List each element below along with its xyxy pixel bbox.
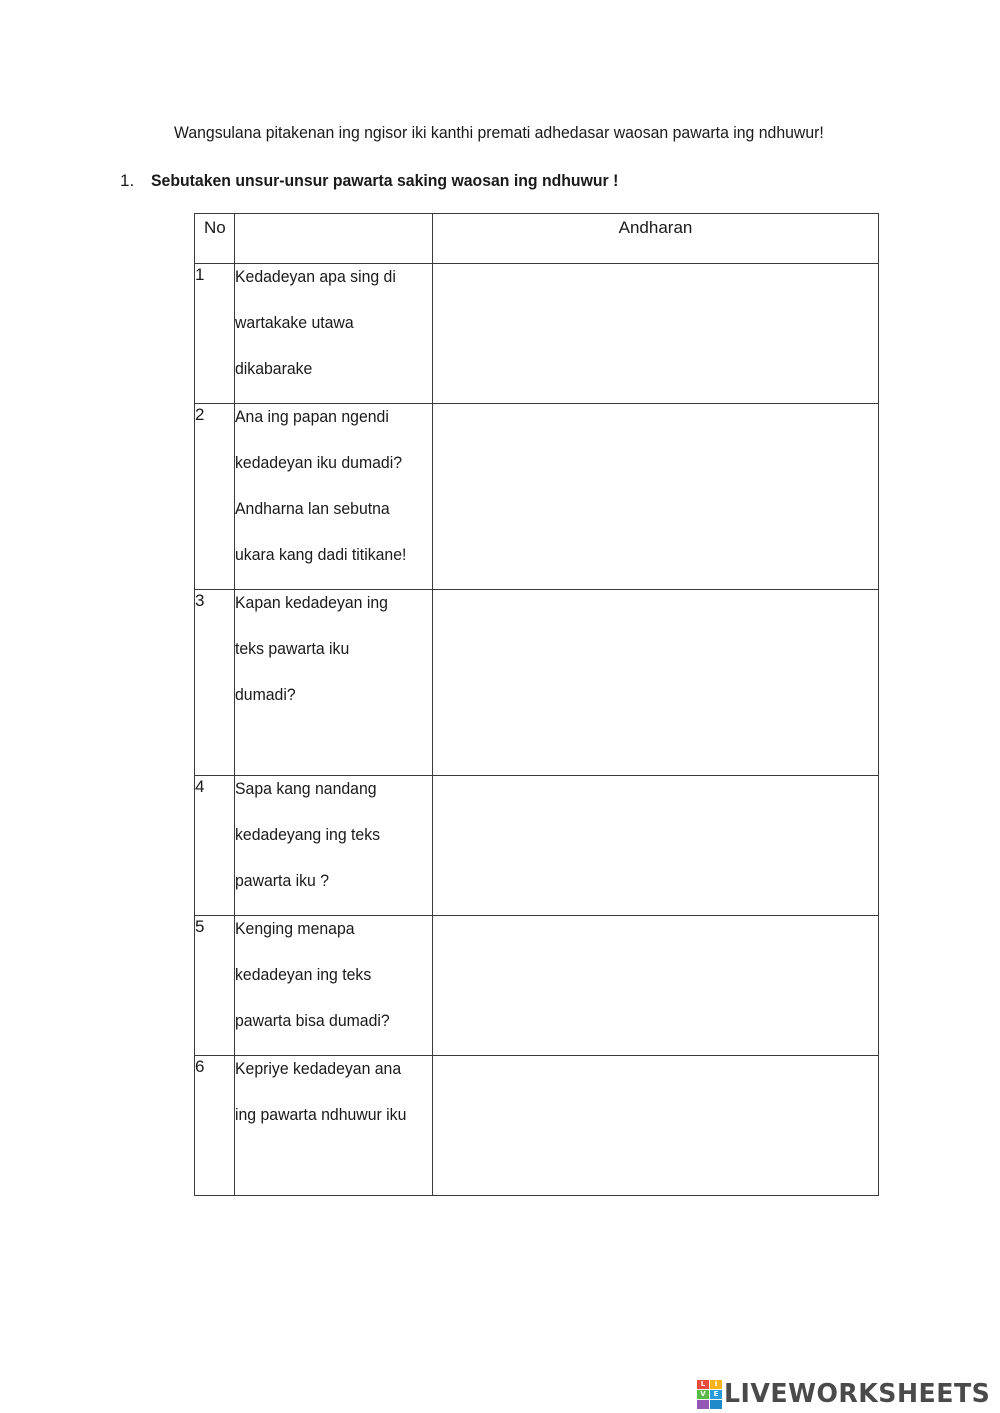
question-line: Kenging menapa [235, 919, 355, 938]
question-line: wartakake utawa [235, 313, 354, 332]
question-line: pawarta iku ? [235, 871, 330, 890]
question-line: Kedadeyan apa sing di [235, 267, 396, 286]
answer-cell-4[interactable] [433, 776, 879, 916]
question-line: dikabarake [235, 359, 313, 378]
liveworksheets-logo [697, 1378, 999, 1410]
header-no: No [195, 214, 235, 264]
row-number: 1 [195, 264, 235, 404]
liveworksheets-logo-icon [697, 1380, 721, 1408]
question-line: Sapa kang nandang [235, 779, 377, 798]
row-number: 6 [195, 1056, 235, 1196]
answer-cell-6[interactable] [433, 1056, 879, 1196]
row-question [235, 916, 433, 1056]
header-answer: Andharan [433, 214, 879, 264]
table-row [195, 776, 879, 916]
instruction-text: Wangsulana pitakenan ing ngisor iki kanthi premati adhedasar waosan pawarta ing ndhuwur! [174, 123, 824, 142]
row-number: 5 [195, 916, 235, 1056]
logo-mark-square: V [697, 1390, 709, 1399]
question-line: pawarta bisa dumadi? [235, 1011, 390, 1030]
answer-cell-3[interactable] [433, 590, 879, 776]
logo-mark-square [697, 1400, 709, 1409]
table-row [195, 916, 879, 1056]
question-number: 1. [120, 171, 135, 190]
question-text: Sebutaken unsur-unsur pawarta saking waosan ing ndhuwur ! [151, 171, 619, 190]
question-line: teks pawarta iku [235, 639, 350, 658]
logo-mark-square: E [710, 1390, 722, 1399]
table-header-row [195, 214, 879, 264]
row-number: 2 [195, 404, 235, 590]
table-row [195, 590, 879, 776]
logo-text: LIVEWORKSHEETS [724, 1379, 991, 1409]
question-line: Andharna lan sebutna [235, 499, 390, 518]
row-question [235, 404, 433, 590]
row-number: 3 [195, 590, 235, 776]
row-question [235, 776, 433, 916]
question-line: ukara kang dadi titikane! [235, 545, 407, 564]
row-question [235, 264, 433, 404]
logo-mark-square [710, 1400, 722, 1409]
question-line: kedadeyang ing teks [235, 825, 381, 844]
table-row [195, 1056, 879, 1196]
table-row [195, 264, 879, 404]
question-line: kedadeyan iku dumadi? [235, 453, 403, 472]
row-question [235, 590, 433, 776]
row-number: 4 [195, 776, 235, 916]
question-line: Kapan kedadeyan ing [235, 593, 388, 612]
row-question [235, 1056, 433, 1196]
answer-cell-2[interactable] [433, 404, 879, 590]
question-line: kedadeyan ing teks [235, 965, 372, 984]
question-line: Kepriye kedadeyan ana [235, 1059, 402, 1078]
answer-cell-5[interactable] [433, 916, 879, 1056]
header-question [235, 214, 433, 264]
table-row [195, 404, 879, 590]
answer-cell-1[interactable] [433, 264, 879, 404]
answer-table [194, 213, 879, 1196]
question-line: dumadi? [235, 685, 296, 704]
question-line: ing pawarta ndhuwur iku [235, 1105, 407, 1124]
logo-mark-square: I [710, 1380, 722, 1389]
question-line: Ana ing papan ngendi [235, 407, 389, 426]
logo-mark-square: L [697, 1380, 709, 1389]
